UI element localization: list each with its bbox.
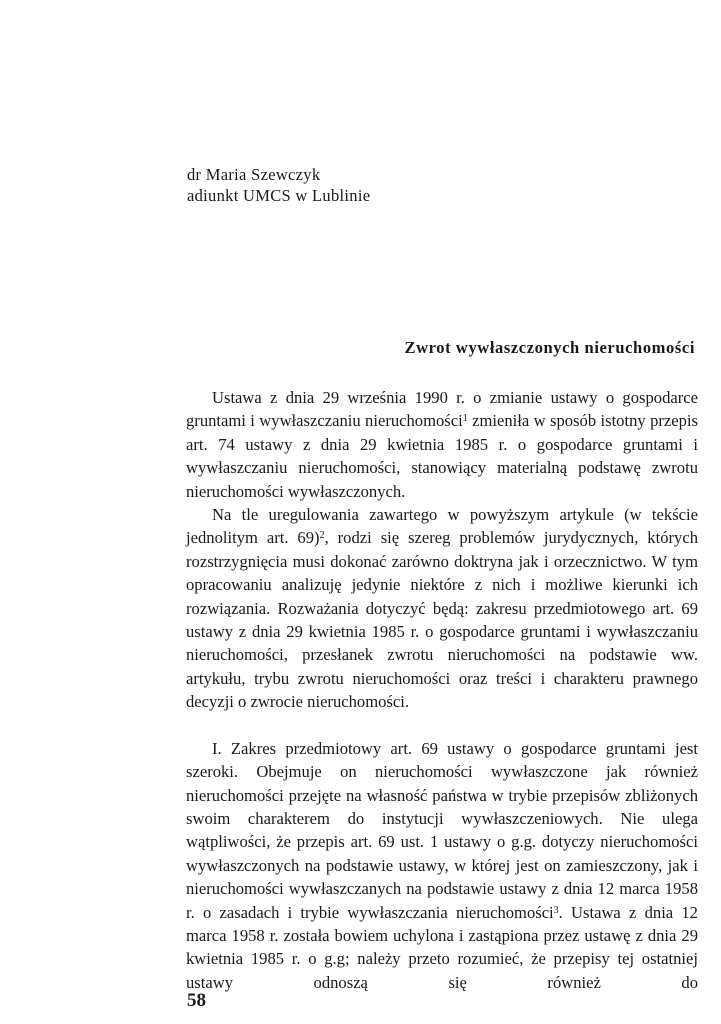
paragraph-2-text-a: Na tle uregulowania zawartego w powyższym artykule (w tekście jednolitym art. 69) <box>186 505 698 548</box>
footnote-marker-2: 2 <box>319 530 325 542</box>
footnote-marker-3: 3 <box>553 904 559 916</box>
paragraph-2-text-b: , rodzi się szereg problemów jurydycznych, których rozstrzygnięcia musi dokonać zarówno doktryna jak i orzecznictwo. W tym opracowaniu analizuję jedynie niektóre z nich i możliwe kierunki ich rozwiązania. Rozważania dotyczyć będą: zakresu przedmiotowego art. 69 ustawy z dnia 29 kwietnia 1985 r. o gospodarce gruntami i wywłaszczaniu nieruchomości, przesłanek zwrotu nieruchomości na podstawie ww. artykułu, trybu zwrotu nieruchomości oraz treści i charakteru prawnego decyzji o zwrocie nieruchomości. <box>186 528 699 712</box>
page-number: 58 <box>187 990 206 1011</box>
author-name: dr Maria Szewczyk <box>187 165 321 184</box>
author-block <box>187 164 370 206</box>
footnote-marker-1: 1 <box>462 413 468 425</box>
paragraph-1 <box>186 386 698 503</box>
paragraph-2 <box>186 503 698 714</box>
paragraph-3-text-a: I. Zakres przedmiotowy art. 69 ustawy o gospodarce gruntami jest szeroki. Obejmuje on nieruchomości wywłaszczone jak również nieruchomości przejęte na własność państwa w trybie przepisów zbliżonych swoim charakterem do instytucji wywłaszczeniowych. Nie ulega wątpliwości, że przepis art. 69 ust. 1 ustawy o g.g. dotyczy nieruchomości wywłaszczonych na podstawie ustawy, w której jest on zamieszczony, jak i nieruchomości wywłaszczanych na podstawie ustawy z dnia 12 marca 1958 r. o zasadach i trybie wywłaszczania nieruchomości <box>186 738 698 922</box>
author-affiliation: adiunkt UMCS w Lublinie <box>187 186 371 205</box>
paragraph-1-text-b: zmieniła w sposób istotny przepis art. 74 ustawy z dnia 29 kwietnia 1985 r. o gospodarce gruntami i wywłaszczaniu nieruchomości, stanowiący materialną podstawę zwrotu nieruchomości wywłaszczonych. <box>186 411 698 501</box>
article-title: Zwrot wywłaszczonych nieruchomości <box>404 338 695 357</box>
paragraph-3 <box>186 737 698 994</box>
paragraph-3-text-b: . Ustawa z dnia 12 marca 1958 r. została bowiem uchylona i zastąpiona przez ustawę z dnia 29 kwietnia 1985 r. o g.g; należy przeto rozumieć, że przepisy tej ostatniej ustawy odnoszą się również do <box>186 902 698 992</box>
article-body <box>186 386 698 994</box>
paragraph-1-text-a: Ustawa z dnia 29 września 1990 r. o zmianie ustawy o gospodarce gruntami i wywłaszczaniu nieruchomości <box>186 388 698 431</box>
